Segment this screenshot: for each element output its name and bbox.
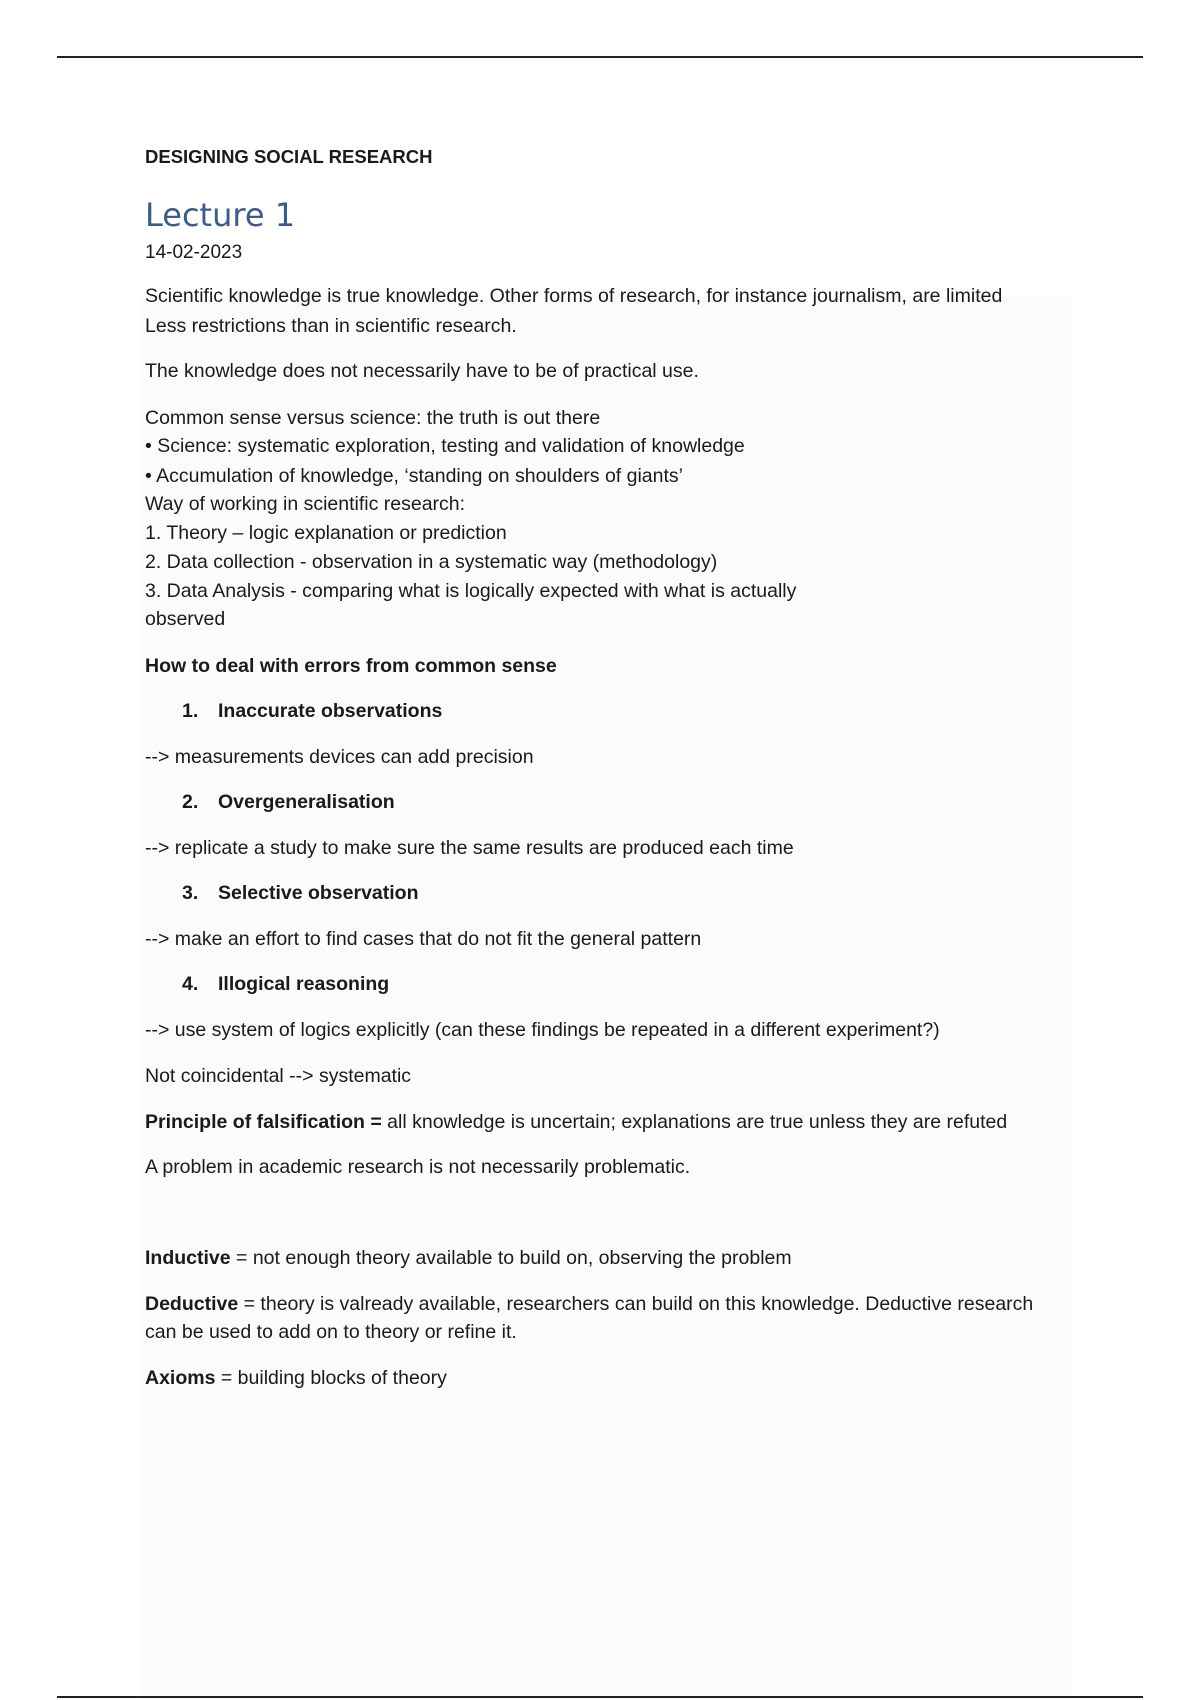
step-item: 3. Data Analysis - comparing what is logically expected with what is actually: [145, 580, 797, 602]
practical-use-note: The knowledge does not necessarily have to be of practical use.: [145, 360, 699, 382]
step-item: 2. Data collection - observation in a systematic way (methodology): [145, 551, 718, 573]
errors-heading: How to deal with errors from common sense: [145, 655, 557, 677]
definition: = not enough theory available to build on, observing the problem: [230, 1247, 792, 1269]
intro-line-2: Less restrictions than in scientific research.: [145, 315, 517, 337]
coincidental-note: Not coincidental --> systematic: [145, 1065, 412, 1087]
term: Deductive: [145, 1293, 239, 1315]
bottom-rule: [57, 1696, 1143, 1698]
bullet-item: • Science: systematic exploration, testing and validation of knowledge: [145, 435, 745, 457]
error-remedy: --> make an effort to find cases that do not fit the general pattern: [145, 928, 702, 950]
definition: = building blocks of theory: [215, 1367, 447, 1389]
error-remedy: --> use system of logics explicitly (can these findings be repeated in a different experiment?): [145, 1019, 940, 1041]
list-item-title: Inaccurate observations: [218, 700, 443, 722]
way-of-working-heading: Way of working in scientific research:: [145, 493, 466, 515]
list-number: 4.: [182, 973, 199, 995]
error-remedy: --> measurements devices can add precision: [145, 746, 534, 768]
problem-note: A problem in academic research is not necessarily problematic.: [145, 1156, 691, 1178]
step-item-continued: observed: [145, 608, 226, 630]
lecture-date: 14-02-2023: [145, 242, 243, 263]
definition: = theory is valready available, researchers can build on this knowledge. Deductive research: [238, 1293, 1034, 1315]
deductive-definition-continued: can be used to add on to theory or refine it.: [145, 1321, 517, 1343]
list-number: 3.: [182, 882, 199, 904]
error-item-title: [182, 973, 389, 996]
list-number: 2.: [182, 791, 199, 813]
bullet-item: • Accumulation of knowledge, ‘standing on shoulders of giants’: [145, 465, 683, 487]
inductive-definition: [145, 1247, 792, 1270]
term: Principle of falsification =: [145, 1111, 382, 1133]
common-sense-heading: Common sense versus science: the truth is out there: [145, 407, 601, 429]
list-item-title: Overgeneralisation: [218, 791, 395, 813]
list-item-title: Illogical reasoning: [218, 973, 390, 995]
falsification-definition: [145, 1111, 1007, 1134]
intro-line-1: Scientific knowledge is true knowledge. Other forms of research, for instance journalism, are limited: [145, 285, 1003, 307]
axioms-definition: [145, 1367, 447, 1390]
error-item-title: [182, 791, 395, 814]
document-title: DESIGNING SOCIAL RESEARCH: [145, 146, 433, 167]
term: Axioms: [145, 1367, 216, 1389]
term: Inductive: [145, 1247, 231, 1269]
error-item-title: [182, 882, 419, 905]
definition: all knowledge is uncertain; explanations are true unless they are refuted: [381, 1111, 1008, 1133]
step-item: 1. Theory – logic explanation or prediction: [145, 522, 507, 544]
error-remedy: --> replicate a study to make sure the same results are produced each time: [145, 837, 794, 859]
top-rule: [57, 56, 1143, 58]
list-number: 1.: [182, 700, 199, 722]
list-item-title: Selective observation: [218, 882, 419, 904]
lecture-heading: Lecture 1: [145, 196, 296, 234]
deductive-definition: [145, 1293, 1033, 1316]
error-item-title: [182, 700, 442, 723]
